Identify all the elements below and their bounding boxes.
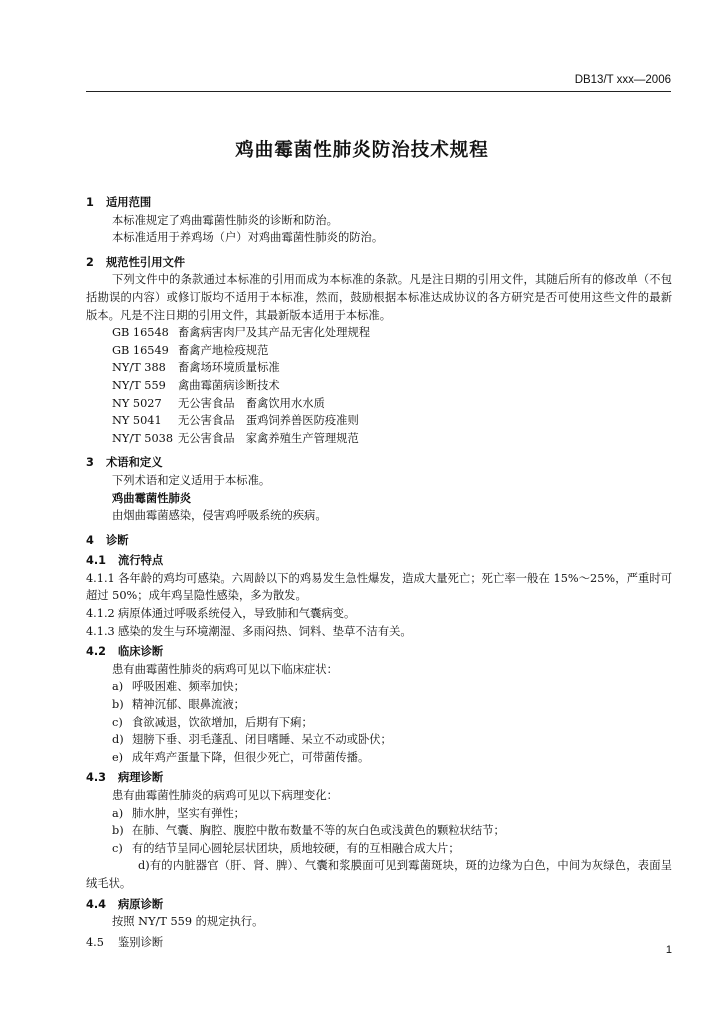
paragraph: 患有曲霉菌性肺炎的病鸡可见以下临床症状： xyxy=(112,662,338,676)
subsection-heading-4-3: 4.3 病理诊断 xyxy=(86,771,164,785)
reference-item: NY/T 5038 无公害食品 家禽养殖生产管理规范 xyxy=(112,431,359,445)
section-heading-3: 3 术语和定义 xyxy=(86,456,163,470)
list-item: b) 在肺、气囊、胸腔、腹腔中散布数量不等的灰白色或浅黄色的颗粒状结节； xyxy=(112,824,505,838)
list-item: d) 翅膀下垂、羽毛蓬乱、闭目嗜睡、呆立不动或卧伏； xyxy=(112,733,392,747)
subsection-heading-4-1: 4.1 流行特点 xyxy=(86,554,164,568)
document-code: DB13/T xxx—2006 xyxy=(574,74,671,86)
clause-4-1-2: 4.1.2 病原体通过呼吸系统侵入，导致肺和气囊病变。 xyxy=(86,607,356,621)
reference-item: NY/T 559 禽曲霉菌病诊断技术 xyxy=(112,378,280,392)
paragraph: 下列术语和定义适用于本标准。 xyxy=(112,473,271,487)
clause-4-1-3: 4.1.3 感染的发生与环境潮湿、多雨闷热、饲料、垫草不洁有关。 xyxy=(86,624,412,638)
clause-4-1-1: 4.1.1 各年龄的鸡均可感染。六周龄以下的鸡易发生急性爆发，造成大量死亡；死亡率一般在 15%～25%，严重时可超过 50%；成年鸡呈隐性感染，多为散发。 xyxy=(86,571,672,603)
section-heading-4: 4 诊断 xyxy=(86,533,129,547)
list-item: b) 精神沉郁、眼鼻流液； xyxy=(112,698,245,712)
reference-item: NY/T 388 畜禽场环境质量标准 xyxy=(112,361,280,375)
subsection-heading-4-2: 4.2 临床诊断 xyxy=(86,645,164,659)
header-rule xyxy=(86,91,671,92)
list-item: c) 食欲减退，饮欲增加，后期有下痢； xyxy=(112,715,313,729)
reference-item: GB 16549 畜禽产地检疫规范 xyxy=(112,343,269,357)
paragraph: 本标准规定了鸡曲霉菌性肺炎的诊断和防治。 xyxy=(112,213,338,227)
section-heading-2: 2 规范性引用文件 xyxy=(86,255,186,269)
list-item: a) 呼吸困难、频率加快； xyxy=(112,680,245,694)
list-item: a) 肺水肿，坚实有弹性； xyxy=(112,806,245,820)
subsection-heading-4-5: 4.5 鉴别诊断 xyxy=(86,935,164,949)
paragraph: 本标准适用于养鸡场（户）对鸡曲霉菌性肺炎的防治。 xyxy=(112,231,384,245)
list-item: e) 成年鸡产蛋量下降，但很少死亡，可带菌传播。 xyxy=(112,750,370,764)
subsection-heading-4-4: 4.4 病原诊断 xyxy=(86,897,164,911)
document-body xyxy=(86,194,672,951)
list-item: c) 有的结节呈同心圆轮层状团块，质地较硬，有的互相融合成大片； xyxy=(112,841,460,855)
term-definition: 由烟曲霉菌感染，侵害鸡呼吸系统的疾病。 xyxy=(112,509,327,523)
term-name: 鸡曲霉菌性肺炎 xyxy=(112,491,192,505)
reference-item: GB 16548 畜禽病害肉尸及其产品无害化处理规程 xyxy=(112,326,371,340)
document-title: 鸡曲霉菌性肺炎防治技术规程 xyxy=(235,140,489,161)
paragraph: 患有曲霉菌性肺炎的病鸡可见以下病理变化： xyxy=(112,789,338,802)
reference-item: NY 5041 无公害食品 蛋鸡饲养兽医防疫准则 xyxy=(112,414,359,428)
paragraph: 下列文件中的条款通过本标准的引用而成为本标准的条款。凡是注日期的引用文件，其随后所有的修改单（不包括勘误的内容）或修订版均不适用于本标准，然而，鼓励根据本标准达成协议的各方研究是否可使用这些文件的最新版本。凡是不注日期的引用文件，其最新版本适用于本标准。 xyxy=(86,273,672,322)
section-heading-1: 1 适用范围 xyxy=(86,196,152,209)
paragraph: 按照 NY/T 559 的规定执行。 xyxy=(112,915,264,929)
reference-item: NY 5027 无公害食品 畜禽饮用水水质 xyxy=(112,396,325,410)
list-item: d)有的内脏器官（肝、肾、脾）、气囊和浆膜面可见到霉菌斑块，斑的边缘为白色，中间为灰绿色，表面呈绒毛状。 xyxy=(86,859,672,890)
page-number: 1 xyxy=(665,944,672,956)
